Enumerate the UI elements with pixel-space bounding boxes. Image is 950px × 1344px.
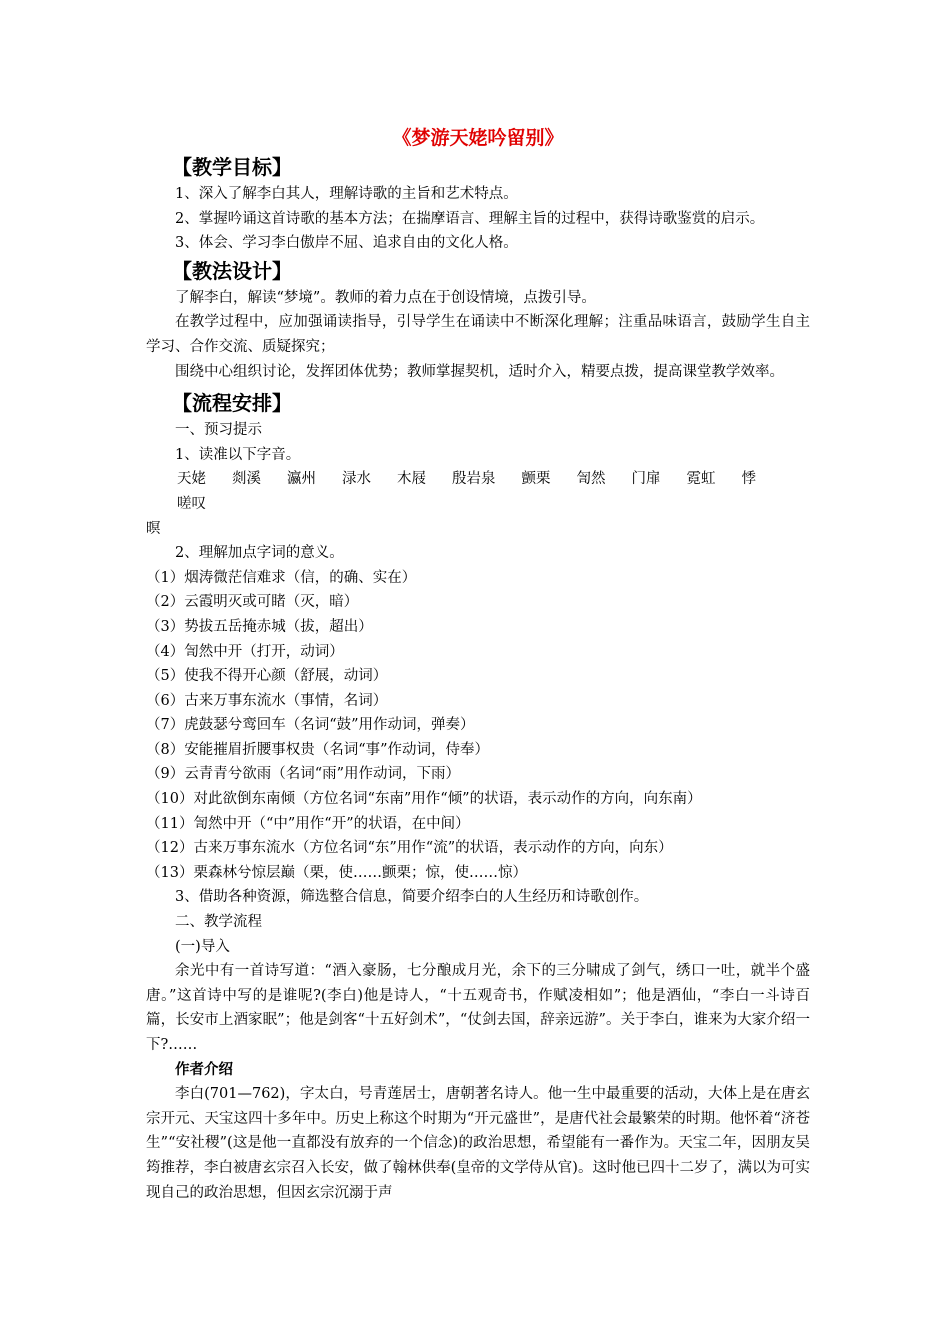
step-heading: 一、预习提示 <box>175 422 262 439</box>
pronunciation-word: 殷岩泉 <box>452 471 496 488</box>
vocab-item: （7）虎鼓瑟兮鸾回车（名词“鼓”用作动词，弹奏） <box>146 717 475 734</box>
pronunciation-word: 悸 <box>741 471 756 488</box>
pronunciation-word-wrap: 暝 <box>146 520 161 537</box>
vocab-item: （9）云青青兮欲雨（名词“雨”用作动词，下雨） <box>146 766 461 783</box>
section-heading-process: 【流程安排】 <box>172 391 292 416</box>
pronunciation-word: 嗟叹 <box>177 495 206 512</box>
goal-item: 1、深入了解李白其人，理解诗歌的主旨和艺术特点。 <box>175 186 518 202</box>
author-heading: 作者介绍 <box>175 1060 233 1078</box>
pronunciation-word: 门扉 <box>631 471 661 488</box>
vocab-item: （8）安能摧眉折腰事权贵（名词“事”作动词，侍奉） <box>146 741 490 758</box>
pronunciation-word: 木屐 <box>397 471 426 488</box>
vocab-item: （13）栗森林兮惊层巅（栗，使……颤栗；惊，使……惊） <box>146 864 527 881</box>
pronunciation-word: 颤栗 <box>521 471 551 488</box>
vocab-item: （6）古来万事东流水（事情，名词） <box>146 692 388 709</box>
pronunciation-word: 瀛州 <box>287 471 316 488</box>
section-heading-methods: 【教法设计】 <box>172 258 292 283</box>
pronunciation-word: 霓虹 <box>686 471 716 488</box>
method-item: 围绕中心组织讨论，发挥团体优势；教师掌握契机，适时介入，精要点拨，提高课堂教学效率。 <box>175 363 784 380</box>
vocab-item: （12）古来万事东流水（方位名词“东”用作“流”的状语，表示动作的方向，向东） <box>146 840 673 857</box>
vocab-item: （4）訇然中开（打开，动词） <box>146 643 344 660</box>
vocab-item: （10）对此欲倒东南倾（方位名词“东南”用作“倾”的状语，表示动作的方向，向东南） <box>146 791 702 808</box>
pronunciation-word: 渌水 <box>342 471 371 488</box>
vocab-item: （2）云霞明灭或可睹（灭，暗） <box>146 594 359 611</box>
step-subheading: 3、借助各种资源，筛选整合信息，简要介绍李白的人生经历和诗歌创作。 <box>175 889 649 906</box>
step-subheading: 1、读准以下字音。 <box>175 446 301 463</box>
pronunciation-word: 訇然 <box>576 471 606 488</box>
vocab-item: （11）訇然中开（“中”用作“开”的状语，在中间） <box>146 815 470 832</box>
pronunciation-list <box>146 467 810 516</box>
section-heading-goals: 【教学目标】 <box>172 155 292 179</box>
method-item: 了解李白，解读“梦境”。教师的着力点在于创设情境，点拨引导。 <box>175 289 596 306</box>
vocab-item: （1）烟涛微茫信难求（信，的确、实在） <box>146 569 417 586</box>
vocab-item: （5）使我不得开心颜（舒展，动词） <box>146 668 388 685</box>
pronunciation-word: 剡溪 <box>232 471 261 488</box>
vocab-item: （3）势拔五岳掩赤城（拔，超出） <box>146 618 373 635</box>
step-subheading: (一)导入 <box>175 938 230 955</box>
document-page <box>146 124 810 1205</box>
goal-item: 2、掌握吟诵这首诗歌的基本方法；在揣摩语言、理解主旨的过程中，获得诗歌鉴赏的启示。 <box>175 210 765 227</box>
method-item: 在教学过程中，应加强诵读指导，引导学生在诵读中不断深化理解；注重品味语言，鼓励学生自主学习、合作交流、质疑探究； <box>146 314 810 355</box>
step-subheading: 2、理解加点字词的意义。 <box>175 545 344 562</box>
document-title: 《梦游天姥吟留别》 <box>392 127 564 149</box>
goal-item: 3、体会、学习李白傲岸不屈、追求自由的文化人格。 <box>175 235 518 252</box>
author-paragraph: 李白(701—762)，字太白，号青莲居士，唐朝著名诗人。他一生中最重要的活动，大体上是在唐玄宗开元、天宝这四十多年中。历史上称这个时期为“开元盛世”，是唐代社会最繁荣的时期。他怀着“济苍生”“安社稷”(这是他一直都没有放弃的一个信念)的政治思想，希望能有一番作为。天宝二年，因朋友吴筠推荐，李白被唐玄宗召入长安，做了翰林供奉(皇帝的文学侍从官)。这时他已四十二岁了，满以为可实现自己的政治思想，但因玄宗沉溺于声 <box>146 1086 810 1201</box>
intro-paragraph: 余光中有一首诗写道：“酒入豪肠，七分酿成月光，余下的三分啸成了剑气，绣口一吐，就半个盛唐。”这首诗中写的是谁呢?(李白)他是诗人，“十五观奇书，作赋凌相如”；他是酒仙，“李白一斗诗百篇，长安市上酒家眠”；他是剑客“十五好剑术”，“仗剑去国，辞亲远游”。关于李白，谁来为大家介绍一下?…… <box>146 963 810 1053</box>
pronunciation-word: 天姥 <box>177 471 206 488</box>
step-heading: 二、教学流程 <box>175 914 262 931</box>
